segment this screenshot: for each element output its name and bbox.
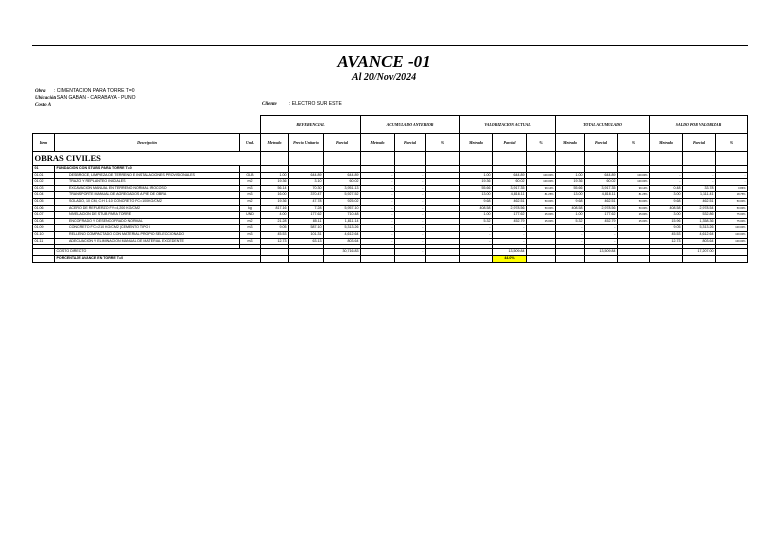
cell-saldo-parcial: - [683,179,716,186]
cell-ref-parcial: 1,811.14 [324,218,361,225]
cell-val-pct: 100.00% [527,172,556,179]
cell-ref-metrado: 21.28 [261,218,289,225]
cell-item: 01.06 [33,205,55,212]
cell-tot-pct: 25.00% [618,218,650,225]
cell-ant-pct [426,225,460,232]
cell-tot-pct [618,231,650,238]
cell-tot-parcial: 462.51 [585,198,618,205]
cell-saldo-metrado: 3.00 [650,212,683,219]
cell-ref-precio: 644.89 [289,172,324,179]
header-val-metrado: Metrado [460,134,493,152]
cell-desc: DESBROCE, LIMPIEZA DE TERRENO E INSTALACIONES PROVISIONALES [55,172,240,179]
cell-saldo-parcial: 4,612.64 [683,231,716,238]
header-tot-parcial: Parcial [585,134,618,152]
table-row [33,238,748,245]
table-row [33,218,748,225]
cell-saldo-metrado: - [650,172,683,179]
cell-ant-pct [426,231,460,238]
table-row [33,192,748,199]
cell-ref-metrado: 56.14 [261,185,289,192]
cell-ref-precio: 3.10 [289,179,324,186]
cell-val-pct: 25.00% [527,218,556,225]
cell-ref-parcial: 803.64 [324,238,361,245]
cell-ref-precio: 370.47 [289,192,324,199]
cell-item: 01.04 [33,192,55,199]
cell-val-parcial: 462.51 [493,198,527,205]
cell-ant-pct [426,192,460,199]
cell-val-parcial: - [493,238,527,245]
group-saldo: SALDO POR VALORIZAR [650,116,748,134]
header-val-parcial: Parcial [493,134,527,152]
cell-und: m2 [240,179,261,186]
cell-ant-parcial: - [395,238,426,245]
cell-desc: RELLENO COMPACTADO CON MATERIAL PROPIO SELECCIONADO [55,231,240,238]
cell-tot-parcial: 3,917.35 [585,185,618,192]
header-tot-pct: % [618,134,650,152]
cell-tot-parcial: 4,816.11 [585,192,618,199]
cell-val-parcial: 4,816.11 [493,192,527,199]
cell-ant-pct [426,185,460,192]
cell-ant-metrado: - [361,198,395,205]
cell-ref-parcial: 644.89 [324,172,361,179]
cell-ref-precio: 70.30 [289,185,324,192]
cell-tot-parcial: - [585,231,618,238]
cell-val-metrado: 1.00 [460,172,493,179]
cell-und: m3 [240,192,261,199]
cell-saldo-parcial: 2,978.54 [683,205,716,212]
cell-val-parcial: 177.62 [493,212,527,219]
cell-val-pct: 25.00% [527,212,556,219]
cell-und: m3 [240,231,261,238]
cell-item: 01.10 [33,231,55,238]
cell-tot-metrado: - [556,231,585,238]
costo-directo-ant: - [395,249,426,256]
top-rule [32,45,748,46]
cell-ant-metrado: - [361,225,395,232]
ubicacion-value: : SAN GABAN - CARABAYA - PUNO [54,95,136,101]
cell-desc: ACERO DE REFUERZO FY=4,200 KG/CM2 [55,205,240,212]
cell-ref-precio: 7.28 [289,205,324,212]
cell-und: UND [240,212,261,219]
header-val-pct: % [527,134,556,152]
cell-saldo-pct: 100.00% [716,231,748,238]
cell-ref-metrado: 45.53 [261,231,289,238]
table-row [33,231,748,238]
cell-item: 01.08 [33,218,55,225]
cell-val-parcial: 2,978.56 [493,205,527,212]
cell-ant-metrado: - [361,179,395,186]
cell-tot-pct [618,225,650,232]
cell-ant-pct [426,179,460,186]
cell-val-pct: 100.00% [527,179,556,186]
cell-saldo-parcial: 33.78 [683,185,716,192]
cell-saldo-parcial: 5,313.26 [683,225,716,232]
cell-ant-pct [426,172,460,179]
cell-ant-metrado: - [361,231,395,238]
cell-ref-precio: 47.78 [289,198,324,205]
cell-saldo-pct: 50.00% [716,205,748,212]
subsection-row [33,166,748,173]
cell-saldo-metrado: 0.48 [650,185,683,192]
subsection-desc: FUNDACIÓN CON STUBS PARA TORRE T=0 [55,166,240,173]
cell-ref-metrado: 9.05 [261,225,289,232]
cell-val-parcial: 452.79 [493,218,527,225]
cell-ant-metrado: - [361,172,395,179]
header-item: Item [33,134,55,152]
cell-ant-metrado: - [361,212,395,219]
cell-saldo-pct: 75.00% [716,212,748,219]
cell-desc: EXCAVACION MANUAL EN TERRENO NORMAL IROCOSO [55,185,240,192]
header-saldo-metrado: Metrado [650,134,683,152]
cell-ref-metrado: 4.00 [261,212,289,219]
cell-tot-pct [618,238,650,245]
cell-saldo-parcial: - [683,172,716,179]
cell-val-parcial: - [493,231,527,238]
group-total-acumulado: TOTAL ACUMULADO [556,116,650,134]
cell-desc: ENCOFRADO Y DESENCOFRADO NORMAL [55,218,240,225]
cell-ref-metrado: 16.00 [261,192,289,199]
cell-saldo-metrado: 12.73 [650,238,683,245]
cell-ant-parcial: - [395,179,426,186]
header-ant-parcial: Parcial [395,134,426,152]
cell-tot-metrado: - [556,225,585,232]
group-referencial: REFERENCIAL [261,116,361,134]
cell-ref-precio: 587.10 [289,225,324,232]
cell-tot-metrado: 408.58 [556,205,585,212]
cell-saldo-parcial: 1,358.36 [683,218,716,225]
cell-ant-parcial: - [395,212,426,219]
cell-val-metrado: - [460,238,493,245]
cell-ant-pct [426,205,460,212]
cell-tot-parcial: 177.62 [585,212,618,219]
page-title: AVANCE -01 [337,52,431,71]
cliente-line [262,101,342,108]
cell-tot-metrado: 1.00 [556,212,585,219]
cell-und: m3 [240,225,261,232]
cell-val-parcial: 3,917.35 [493,185,527,192]
cell-val-pct: 50.00% [527,205,556,212]
header-und: Und. [240,134,261,152]
avance-table [32,115,748,263]
obra-label: Obra [35,89,46,94]
cell-val-metrado: 19.36 [460,179,493,186]
cell-ant-metrado: - [361,185,395,192]
table-row [33,225,748,232]
cell-tot-metrado: 5.32 [556,218,585,225]
cell-desc: ADECUACION Y ELIMINACION MANUAL DE MATERIAL EXCEDENTE [55,238,240,245]
cell-saldo-pct: 50.00% [716,198,748,205]
cell-ant-parcial: - [395,185,426,192]
cell-ant-metrado: - [361,192,395,199]
cell-val-metrado: 55.66 [460,185,493,192]
table-row [33,172,748,179]
cell-ant-parcial: - [395,205,426,212]
header-tot-metrado: Metrado [556,134,585,152]
cell-und: m3 [240,185,261,192]
cell-ref-metrado: 12.73 [261,238,289,245]
cell-item: 01.11 [33,238,55,245]
cell-und: GLB [240,172,261,179]
cell-saldo-pct: 18.75% [716,192,748,199]
cell-val-pct: 50.00% [527,198,556,205]
cell-saldo-pct: - [716,172,748,179]
cell-tot-pct: 100.00% [618,179,650,186]
cell-desc: TRAZO Y REPLANTEO INICIALES [55,179,240,186]
cell-ref-precio: 177.62 [289,212,324,219]
cell-desc: SOLADO, 10 CM, C:H 1:10 CONCRETO FC=100KG/CM2 [55,198,240,205]
column-header-row [33,134,748,152]
cell-ref-precio: 101.31 [289,231,324,238]
cell-ant-pct [426,238,460,245]
cell-val-metrado: 408.58 [460,205,493,212]
table-row [33,179,748,186]
subsection-item: 01 [33,166,55,173]
cell-ref-parcial: 5,313.26 [324,225,361,232]
section-row [33,152,748,166]
cell-val-parcial: 60.02 [493,179,527,186]
cell-tot-metrado: 1.00 [556,172,585,179]
page-subtitle: Al 20/Nov/2024 [351,72,417,83]
cell-ref-parcial: 60.02 [324,179,361,186]
cell-desc: CONCRETO F'C=210 KG/CM2 (CEMENTO TIPO I [55,225,240,232]
cell-item: 01.05 [33,198,55,205]
cell-val-pct [527,238,556,245]
ubicacion-line [35,95,136,102]
table-row [33,185,748,192]
cell-val-metrado: 1.00 [460,212,493,219]
cell-ant-parcial: - [395,172,426,179]
cell-item: 01.01 [33,172,55,179]
header-saldo-pct: % [716,134,748,152]
porcentaje-label: PORCENTAJE AVANCE EN TORRE T=0 [55,256,261,263]
cliente-label: Cliente [262,102,277,107]
porcentaje-value: 44.0% [493,256,527,263]
cell-tot-pct: 100.00% [618,172,650,179]
cell-ant-metrado: - [361,238,395,245]
obra-line [35,88,135,95]
costo-directo-ref: 30,716.83 [324,249,361,256]
cell-saldo-metrado: 15.96 [650,218,683,225]
costo-directo-label: COSTO DIRECTO [55,249,261,256]
cliente-value: : ELECTRO SUR ESTE [289,101,342,107]
cell-item: 01.03 [33,185,55,192]
cell-tot-pct: 50.00% [618,205,650,212]
cell-ref-parcial: 4,612.64 [324,231,361,238]
cell-tot-metrado: 13.00 [556,192,585,199]
costo-label: Costo A [35,103,52,108]
cell-saldo-metrado: 408.58 [650,205,683,212]
cell-saldo-metrado: 45.53 [650,231,683,238]
header-ref-metrado: Metrado [261,134,289,152]
cell-val-pct [527,225,556,232]
section-title: OBRAS CIVILES [33,152,261,166]
cell-val-parcial: 644.89 [493,172,527,179]
cell-und: m3 [240,238,261,245]
cell-val-parcial: - [493,225,527,232]
cell-tot-parcial: - [585,238,618,245]
cell-und: m2 [240,198,261,205]
cell-tot-metrado: 19.36 [556,179,585,186]
table-body [33,152,748,245]
cell-ant-parcial: - [395,192,426,199]
cell-ref-parcial: 3,951.13 [324,185,361,192]
cell-tot-pct: 81.25% [618,192,650,199]
cell-tot-metrado: - [556,238,585,245]
cell-saldo-pct: 0.86% [716,185,748,192]
cell-tot-metrado: 9.68 [556,198,585,205]
cell-item: 01.07 [33,212,55,219]
cell-desc: TRANSPORTE MANUAL DE AGREGADOS A PIE DE OBRA [55,192,240,199]
cell-val-metrado: - [460,225,493,232]
header-ant-metrado: Metrado [361,134,395,152]
table-row [33,212,748,219]
cell-ant-parcial: - [395,225,426,232]
costo-directo-row [33,249,748,256]
cell-val-metrado: - [460,231,493,238]
cell-saldo-parcial: 803.64 [683,238,716,245]
group-valorizacion-actual: VALORIZACION ACTUAL [460,116,556,134]
cell-ant-pct [426,212,460,219]
obra-value: : CIMENTACION PARA TORRE T=0 [54,88,135,94]
costo-directo-val: 13,509.84 [493,249,527,256]
cell-ref-precio: 85.11 [289,218,324,225]
cell-ant-pct [426,218,460,225]
cell-val-pct [527,231,556,238]
cell-ant-pct [426,198,460,205]
costo-directo-saldo: 17,207.00 [683,249,716,256]
cell-ref-metrado: 19.36 [261,198,289,205]
header-saldo-parcial: Parcial [683,134,716,152]
cell-saldo-metrado: - [650,179,683,186]
cell-saldo-pct: 100.00% [716,225,748,232]
header-ref-parcial: Parcial [324,134,361,152]
header-ant-pct: % [426,134,460,152]
cell-ref-metrado: 19.36 [261,179,289,186]
cell-ref-metrado: 817.16 [261,205,289,212]
cell-tot-parcial: 452.79 [585,218,618,225]
cell-saldo-parcial: 1,111.41 [683,192,716,199]
cell-tot-metrado: 55.66 [556,185,585,192]
cell-und: m2 [240,218,261,225]
cell-tot-pct: 25.00% [618,212,650,219]
costo-line [35,102,54,109]
cell-tot-parcial: 60.02 [585,179,618,186]
cell-saldo-metrado: 9.05 [650,225,683,232]
cell-saldo-metrado: 9.68 [650,198,683,205]
cell-desc: NIVELACION DE STUB PARA TORRE [55,212,240,219]
cell-val-metrado: 9.68 [460,198,493,205]
cell-ant-metrado: - [361,205,395,212]
cell-tot-parcial: 2,978.56 [585,205,618,212]
cell-val-metrado: 5.32 [460,218,493,225]
cell-ref-parcial: 5,927.52 [324,192,361,199]
cell-saldo-parcial: 462.51 [683,198,716,205]
costo-directo-tot: 13,509.84 [585,249,618,256]
cell-tot-parcial: - [585,225,618,232]
header-ref-precio: Precio Unitario [289,134,324,152]
cell-val-metrado: 13.00 [460,192,493,199]
cell-saldo-pct: 75.00% [716,218,748,225]
cell-tot-pct: 99.14% [618,185,650,192]
cell-item: 01.09 [33,225,55,232]
cell-ant-parcial: - [395,218,426,225]
porcentaje-row [33,256,748,263]
header-descripcion: Descripción [55,134,240,152]
cell-val-pct: 81.25% [527,192,556,199]
cell-ref-parcial: 710.48 [324,212,361,219]
cell-und: kg [240,205,261,212]
ubicacion-label: Ubicación [35,96,57,101]
group-header-row [33,116,748,134]
cell-saldo-pct: 100.00% [716,238,748,245]
cell-saldo-parcial: 532.86 [683,212,716,219]
cell-ant-parcial: - [395,198,426,205]
table-row [33,205,748,212]
cell-ref-parcial: 5,957.10 [324,205,361,212]
cell-val-pct: 99.14% [527,185,556,192]
cell-ant-metrado: - [361,218,395,225]
cell-item: 01.02 [33,179,55,186]
cell-ref-precio: 63.13 [289,238,324,245]
cell-saldo-pct: - [716,179,748,186]
cell-ref-parcial: 925.02 [324,198,361,205]
cell-ant-parcial: - [395,231,426,238]
table-row [33,198,748,205]
cell-tot-parcial: 644.89 [585,172,618,179]
cell-saldo-metrado: 3.00 [650,192,683,199]
group-acumulado-anterior: ACUMULADO ANTERIOR [361,116,460,134]
cell-ref-metrado: 1.00 [261,172,289,179]
cell-tot-pct: 50.00% [618,198,650,205]
